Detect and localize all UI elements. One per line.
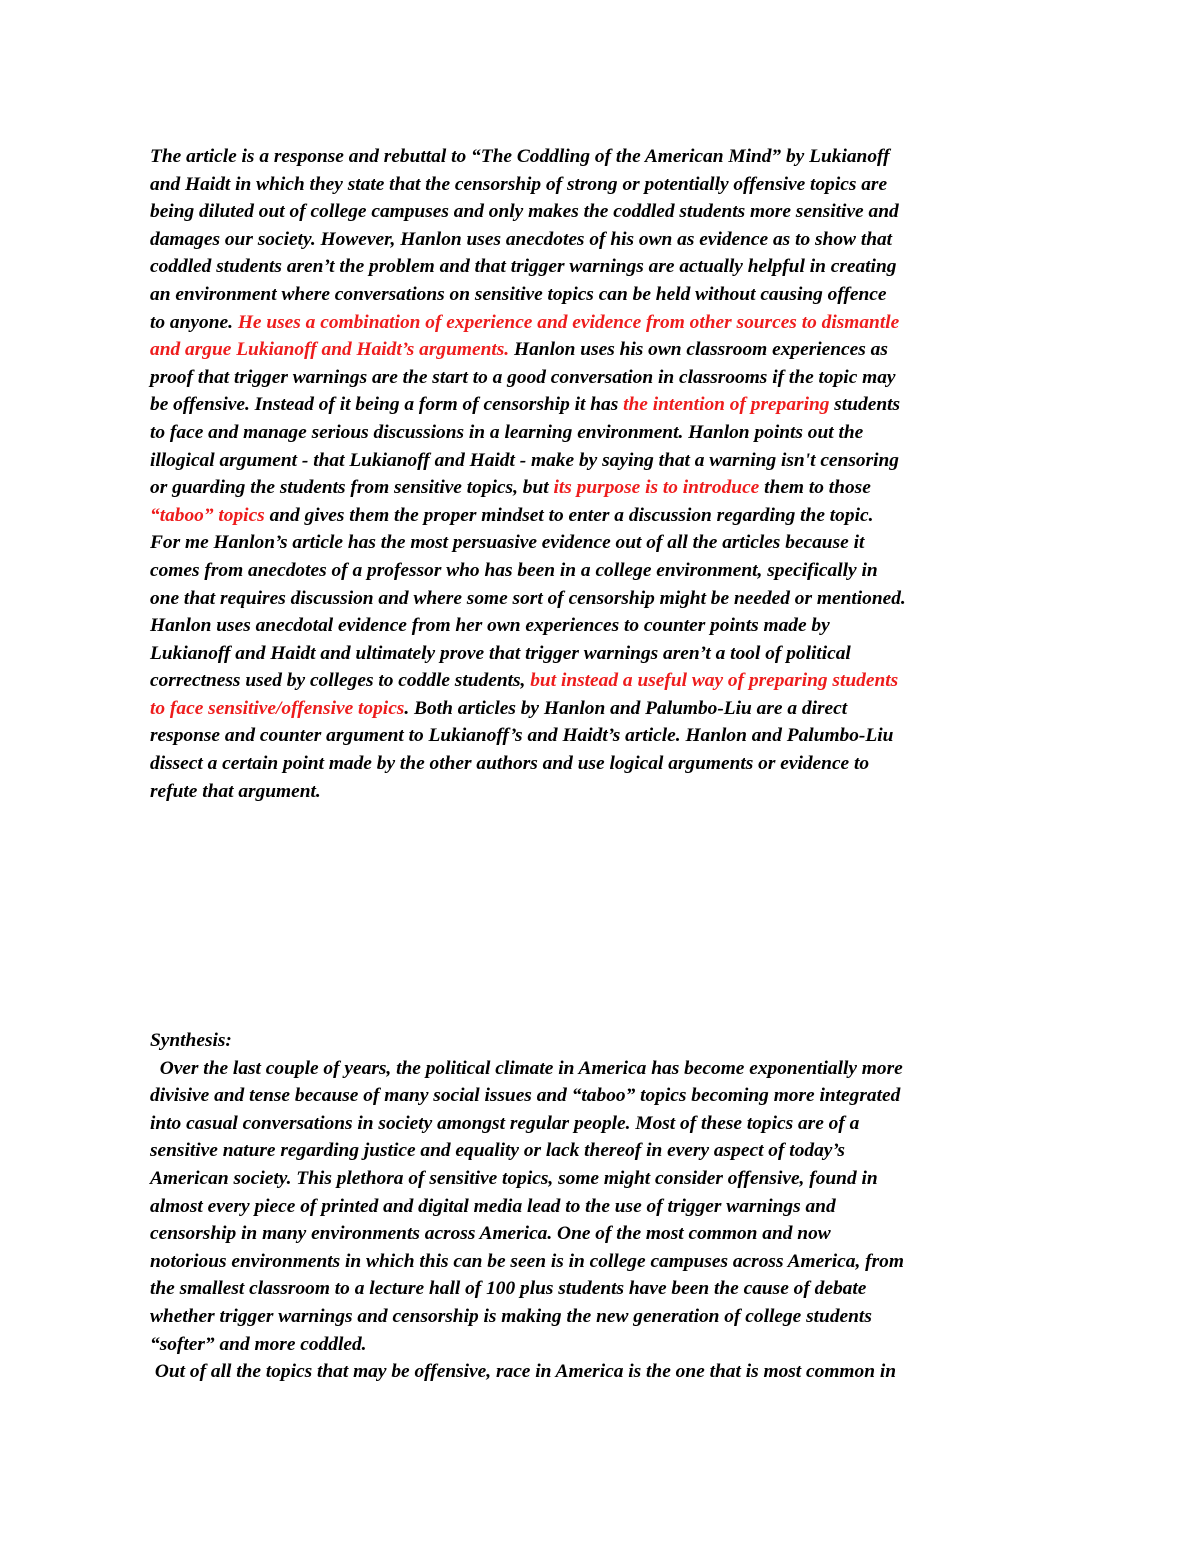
text-line [150, 1110, 1050, 1138]
text-segment: to face and manage serious discussions in a learning environment. Hanlon points out the [150, 421, 864, 443]
text-line [150, 1248, 1050, 1276]
text-line [150, 391, 1050, 419]
text-line [150, 1303, 1050, 1331]
text-segment: Lukianoff and Haidt and ultimately prove that trigger warnings aren’t a tool of political [150, 642, 851, 664]
text-segment: or guarding the students from sensitive topics, but [150, 477, 554, 499]
text-segment: whether trigger warnings and censorship is making the new generation of college students [150, 1305, 872, 1327]
text-line [150, 336, 1050, 364]
text-segment: censorship in many environments across America. One of the most common and now [150, 1223, 831, 1245]
text-line [150, 171, 1050, 199]
text-segment: to anyone. [150, 311, 238, 333]
text-segment: coddled students aren’t the problem and that trigger warnings are actually helpful in creating [150, 256, 897, 278]
highlighted-text: He uses a combination of experience and evidence from other sources to dismantle [237, 311, 900, 333]
text-line [150, 474, 1050, 502]
text-line [150, 1358, 1050, 1386]
text-line [150, 1220, 1050, 1248]
text-line [150, 557, 1050, 585]
text-line [150, 253, 1050, 281]
text-segment: “softer” and more coddled. [150, 1333, 367, 1355]
text-line [150, 750, 1050, 778]
text-line [150, 447, 1050, 475]
text-segment: refute that argument. [150, 780, 321, 802]
text-segment: correctness used by colleges to coddle students, [150, 670, 531, 692]
text-line [150, 419, 1050, 447]
text-segment: Out of all the topics that may be offensive, race in America is the one that is most common in [150, 1361, 897, 1383]
highlighted-text: but instead a useful way of preparing students [530, 670, 899, 692]
text-line [150, 640, 1050, 668]
text-segment: notorious environments in which this can be seen is in college campuses across America, from [150, 1250, 904, 1272]
text-segment: proof that trigger warnings are the start to a good conversation in classrooms if the topic may [150, 366, 896, 388]
text-segment: the smallest classroom to a lecture hall of 100 plus students have been the cause of debate [150, 1278, 867, 1300]
text-segment: an environment where conversations on sensitive topics can be held without causing offence [150, 283, 887, 305]
text-line [150, 722, 1050, 750]
highlighted-text: and argue Lukianoff and Haidt’s arguments. [150, 339, 510, 361]
text-segment: being diluted out of college campuses and only makes the coddled students more sensitive and [150, 201, 899, 223]
text-line [150, 502, 1050, 530]
text-line [150, 143, 1050, 171]
highlighted-text: to face sensitive/offensive topics [150, 697, 405, 719]
text-line [150, 667, 1050, 695]
text-segment: Hanlon uses his own classroom experiences as [509, 339, 888, 361]
text-line [150, 1331, 1050, 1359]
text-segment: one that requires discussion and where some sort of censorship might be needed or mentioned. [150, 587, 906, 609]
text-segment: dissect a certain point made by the other authors and use logical arguments or evidence to [150, 753, 870, 775]
highlighted-text: “taboo” topics [150, 504, 265, 526]
text-line [150, 198, 1050, 226]
text-segment: comes from anecdotes of a professor who has been in a college environment, specifically in [150, 559, 878, 581]
text-line [150, 1275, 1050, 1303]
analysis-paragraph [150, 143, 1050, 805]
highlighted-text: the intention of preparing [623, 394, 830, 416]
text-segment: . Both articles by Hanlon and Palumbo-Liu are a direct [404, 697, 848, 719]
text-line [150, 778, 1050, 806]
text-line [150, 1137, 1050, 1165]
text-line [150, 1165, 1050, 1193]
text-line [150, 1082, 1050, 1110]
text-line [150, 1027, 1050, 1055]
text-segment: illogical argument - that Lukianoff and Haidt - make by saying that a warning isn't censoring [150, 449, 899, 471]
text-segment: Hanlon uses anecdotal evidence from her own experiences to counter points made by [150, 615, 830, 637]
text-line [150, 695, 1050, 723]
text-line [150, 281, 1050, 309]
text-segment: For me Hanlon’s article has the most persuasive evidence out of all the articles because it [150, 532, 865, 554]
highlighted-text: its purpose is to introduce [553, 477, 760, 499]
text-segment: be offensive. Instead of it being a form of censorship it has [150, 394, 624, 416]
text-segment: damages our society. However, Hanlon uses anecdotes of his own as evidence as to show that [150, 228, 893, 250]
text-segment: and gives them the proper mindset to enter a discussion regarding the topic. [264, 504, 874, 526]
text-line [150, 226, 1050, 254]
text-line [150, 364, 1050, 392]
text-segment: and Haidt in which they state that the censorship of strong or potentially offensive topics are [150, 173, 888, 195]
text-segment: into casual conversations in society amongst regular people. Most of these topics are of a [150, 1112, 860, 1134]
text-segment: divisive and tense because of many social issues and “taboo” topics becoming more integrated [150, 1085, 901, 1107]
synthesis-section [150, 1027, 1050, 1386]
text-segment: almost every piece of printed and digital media lead to the use of trigger warnings and [150, 1195, 836, 1217]
text-segment: Over the last couple of years, the political climate in America has become exponentially more [150, 1057, 903, 1079]
text-line [150, 1193, 1050, 1221]
text-line [150, 309, 1050, 337]
text-segment: students [829, 394, 901, 416]
text-segment: sensitive nature regarding justice and equality or lack thereof in every aspect of today’s [150, 1140, 845, 1162]
text-segment: American society. This plethora of sensitive topics, some might consider offensive, found in [150, 1167, 878, 1189]
text-line [150, 1055, 1050, 1083]
text-segment: Synthesis: [150, 1030, 232, 1051]
text-line [150, 612, 1050, 640]
text-line [150, 585, 1050, 613]
text-segment: The article is a response and rebuttal to “The Coddling of the American Mind” by Lukianoff [150, 146, 890, 167]
text-line [150, 529, 1050, 557]
text-segment: response and counter argument to Lukianoff’s and Haidt’s article. Hanlon and Palumbo-Liu [150, 725, 894, 747]
text-segment: them to those [759, 477, 871, 499]
